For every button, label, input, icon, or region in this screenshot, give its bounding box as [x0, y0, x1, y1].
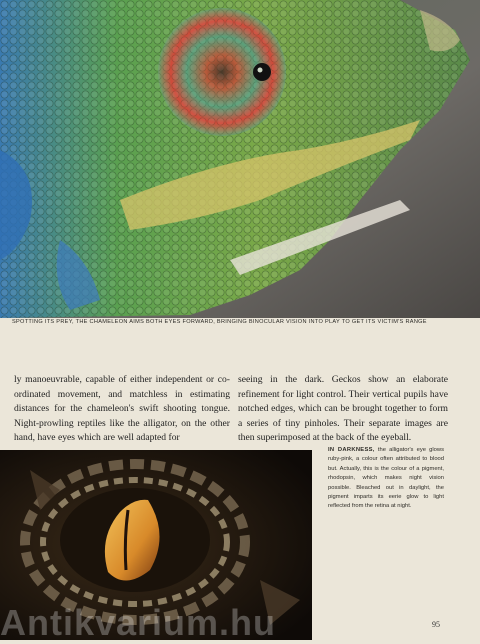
body-text-right-column: seeing in the dark. Geckos show an elaborate refinement for light control. Their vertical pupils have notched edges, which can be brought together to form a series of tiny pinholes. Their separate images are then superimposed at the back of the eyeball. [238, 374, 448, 444]
alligator-eye-illustration [0, 450, 312, 640]
caption-text: the alligator's eye glows ruby-pink, a colour often attributed to blood but. Actually, this is the colour of a pigment, rhodopsin, which makes night vision possible. Bleached out in daylight, the pigment imparts its eerie glow to light reflected from the retina at night. [328, 447, 444, 510]
alligator-eye-photo [0, 450, 312, 640]
chameleon-illustration [0, 0, 480, 318]
caption-lead: IN DARKNESS, [328, 447, 375, 453]
page-number: 95 [432, 620, 440, 629]
body-text-left-column: ly manoeuvrable, capable of either independent or co-ordinated movement, and matchless in estimating distances for the chameleon's swift shooting tongue. Night-prowling reptiles like the alligator, on the other hand, have eyes which are well adapted for [14, 374, 230, 444]
chameleon-photo [0, 0, 480, 318]
chameleon-photo-caption: SPOTTING ITS PREY, THE CHAMELEON AIMS BOTH EYES FORWARD, BRINGING BINOCULAR VISION INTO PLAY TO GET ITS VICTIM'S RANGE [12, 319, 427, 325]
watermark: Antikvarium.hu [0, 602, 277, 643]
alligator-photo-caption [328, 446, 444, 512]
